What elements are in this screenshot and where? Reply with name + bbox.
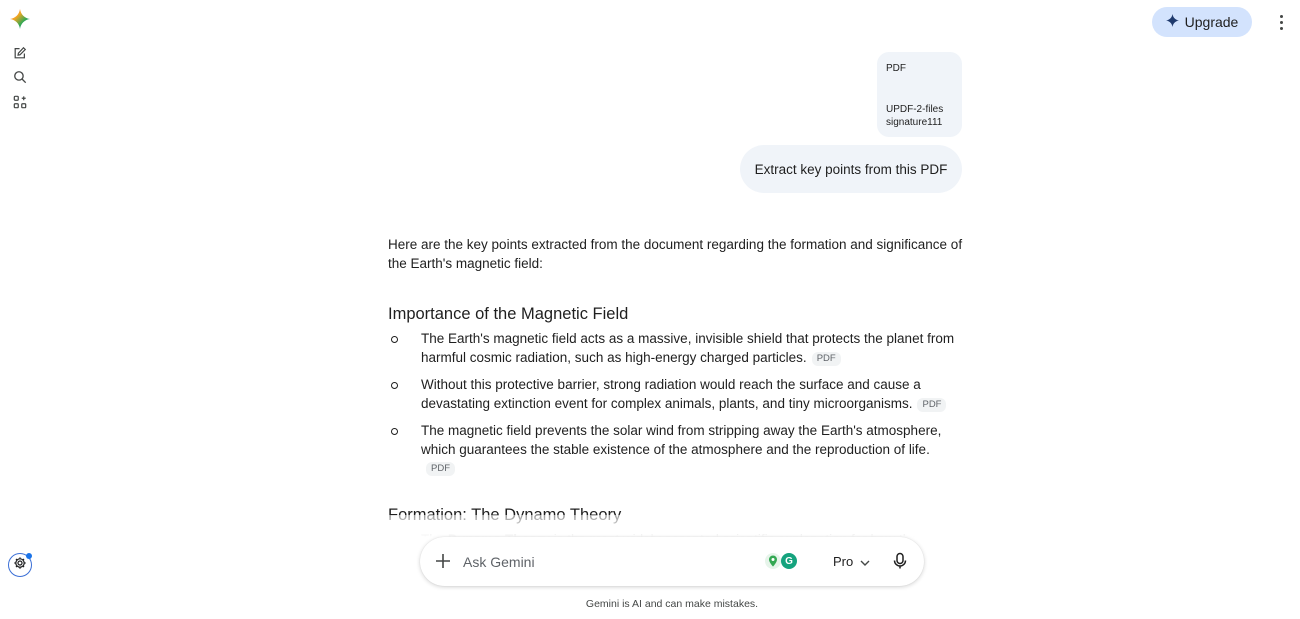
settings-icon [13,556,27,575]
pdf-attachment-card[interactable] [877,52,962,137]
search-icon [13,70,27,89]
source-chip[interactable]: PDF [812,352,841,366]
response-intro: Here are the key points extracted from the document regarding the formation and significance of the Earth's magnetic field: [388,237,963,271]
apps-button[interactable] [10,94,30,114]
bullet-text: Without this protective barrier, strong radiation would reach the surface and cause a devastating extinction event for complex animals, plants, and tiny microorganisms. [421,377,921,411]
ai-disclaimer: Gemini is AI and can make mistakes. [585,598,759,610]
upgrade-label: Upgrade [1184,14,1239,30]
bullet-list [388,330,963,478]
add-attachment-button[interactable] [432,550,454,572]
model-selector[interactable] [833,552,870,570]
bullet-icon [391,428,398,435]
user-message-text: Extract key points from this PDF [754,161,948,177]
section-heading: Importance of the Magnetic Field [388,305,629,323]
bullet-text: The Earth's magnetic field acts as a massive, invisible shield that protects the planet from harmful cosmic radiation, such as high-energy charged particles. [421,331,955,365]
list-item [388,376,963,413]
attachment-type: PDF [886,63,906,74]
bullet-text: The magnetic field prevents the solar wind from stripping away the Earth's atmosphere, which guarantees the stable existence of the atmosphere and the reproduction of life. [421,423,942,457]
microphone-icon[interactable] [890,551,910,571]
prompt-input[interactable] [461,551,755,573]
user-message [740,145,962,193]
chevron-down-icon [860,554,870,569]
extension-pin-icon[interactable] [765,553,781,569]
bullet-icon [391,336,398,343]
upgrade-button[interactable] [1152,7,1252,37]
source-chip[interactable]: PDF [917,398,946,412]
list-item [388,330,963,367]
new-chat-button[interactable] [10,45,30,65]
attachment-file-name: UPDF-2-files signature111 [886,104,944,128]
bullet-icon [391,382,398,389]
settings-button[interactable] [8,553,32,577]
prompt-composer [420,537,924,586]
search-button[interactable] [10,69,30,89]
new-chat-icon [13,46,27,65]
notification-dot [26,553,32,559]
grammarly-icon[interactable]: G [781,553,797,569]
sparkle-icon [1166,14,1179,30]
more-options-icon[interactable] [1273,12,1289,32]
list-item [388,422,963,478]
model-label: Pro [833,553,854,569]
source-chip[interactable]: PDF [426,462,455,476]
gemini-logo-icon[interactable] [10,9,30,29]
apps-icon [13,95,27,114]
side-rail [0,0,40,619]
